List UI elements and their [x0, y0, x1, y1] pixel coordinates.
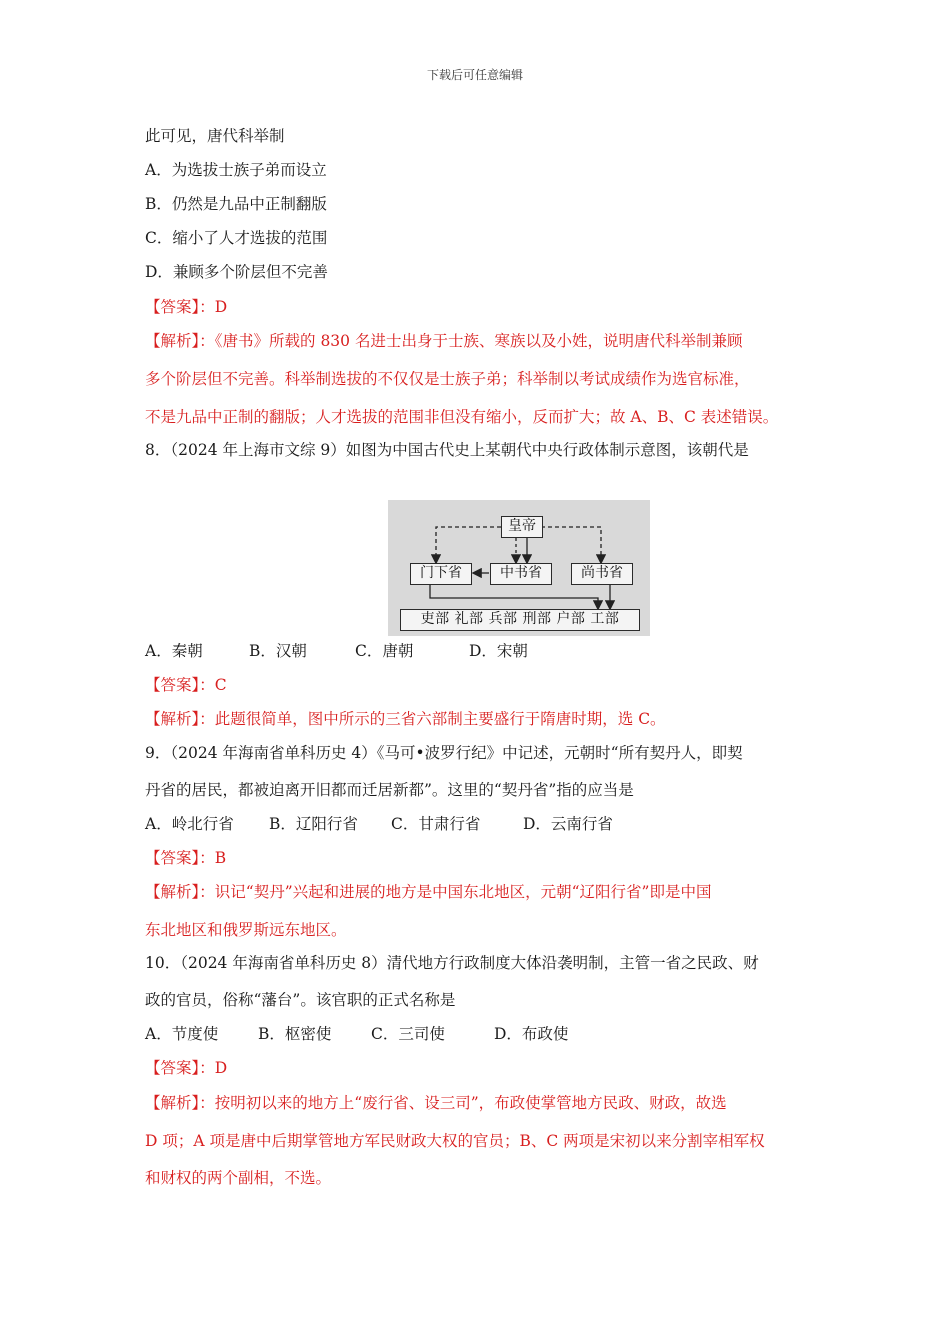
q8-stem: 8．（2024 年上海市文综 9）如图为中国古代史上某朝代中央行政体制示意图，该朝代是 [145, 441, 749, 459]
q10-answer [145, 1058, 227, 1078]
q9-stem-line-1: 9．（2024 年海南省单科历史 4）《马可•波罗行纪》中记述，元朝时“所有契丹人，即契 [145, 744, 743, 762]
q9-options [145, 814, 613, 834]
q8-answer [145, 675, 227, 695]
q7-analysis-line-3: 不是九品中正制的翻版；人才选拔的范围非但没有缩小，反而扩大；故 A、B、C 表述错误。 [145, 408, 779, 426]
q9-answer [145, 848, 226, 868]
answer-label: 【答案】： [145, 298, 215, 316]
q8-option-b: B．汉朝 [249, 642, 307, 660]
q9-analysis-line-1: 【解析】：识记“契丹”兴起和进展的地方是中国东北地区，元朝“辽阳行省”即是中国 [145, 883, 712, 901]
q9-option-d: D．云南行省 [523, 815, 613, 833]
zhongshu-box: 中书省 [490, 563, 552, 585]
q9-option-a: A．岭北行省 [145, 815, 234, 833]
q8-option-c: C．唐朝 [355, 642, 414, 660]
q10-stem-line-2: 政的官员，俗称“藩台”。该官职的正式名称是 [145, 991, 456, 1009]
q7-answer [145, 297, 227, 317]
q10-options [145, 1024, 568, 1044]
q7-option-d: D．兼顾多个阶层但不完善 [145, 263, 328, 281]
q8-option-d: D．宋朝 [469, 642, 528, 660]
q7-option-c: C．缩小了人才选拔的范围 [145, 229, 328, 247]
analysis-label: 【解析】： [145, 332, 215, 350]
q8-options [145, 641, 528, 661]
q8-analysis-line-1: 【解析】：此题很简单，图中所示的三省六部制主要盛行于隋唐时期，选 C。 [145, 710, 666, 728]
ministries-box: 吏部 礼部 兵部 刑部 户部 工部 [400, 609, 640, 631]
analysis-label: 【解析】： [145, 1094, 215, 1112]
q7-option-b: B．仍然是九品中正制翻版 [145, 195, 327, 213]
q10-option-b: B．枢密使 [258, 1025, 332, 1043]
q10-option-d: D．布政使 [494, 1025, 569, 1043]
page-header: 下载后可任意编辑 [426, 68, 523, 82]
q7-analysis-line-2: 多个阶层但不完善。科举制选拔的不仅仅是士族子弟；科举制以考试成绩作为选官标准， [145, 370, 750, 388]
analysis-label: 【解析】： [145, 883, 215, 901]
shangshu-box: 尚书省 [571, 563, 633, 585]
menxia-box: 门下省 [410, 563, 472, 585]
answer-value: D [214, 298, 228, 316]
q10-option-c: C．三司使 [371, 1025, 445, 1043]
q8-option-a: A．秦朝 [145, 642, 203, 660]
emperor-box: 皇帝 [501, 516, 543, 538]
q10-stem-line-1: 10．（2024 年海南省单科历史 8）清代地方行政制度大体沿袭明制，主管一省之民政、财 [145, 954, 759, 972]
analysis-label: 【解析】： [145, 710, 215, 728]
q10-analysis-line-3: 和财权的两个副相，不选。 [145, 1169, 332, 1187]
answer-label: 【答案】： [145, 676, 215, 694]
q9-option-b: B．辽阳行省 [269, 815, 358, 833]
q10-analysis-line-1: 【解析】：按明初以来的地方上“废行省、设三司”，布政使掌管地方民政、财政，故选 [145, 1094, 727, 1112]
q9-stem-line-2: 丹省的居民，都被迫离开旧都而迁居新都”。这里的“契丹省”指的应当是 [145, 781, 634, 799]
q9-analysis-line-2: 东北地区和俄罗斯远东地区。 [145, 921, 347, 939]
q10-option-a: A．节度使 [145, 1025, 219, 1043]
q9-option-c: C．甘肃行省 [391, 815, 481, 833]
q7-stem-tail: 此可见，唐代科举制 [145, 127, 285, 145]
q7-analysis-line-1: 【解析】：《唐书》所载的 830 名进士出身于士族、寒族以及小姓，说明唐代科举制兼顾 [145, 332, 743, 350]
answer-value: D [214, 1059, 228, 1077]
administration-diagram [388, 500, 650, 636]
answer-label: 【答案】： [145, 849, 215, 867]
q7-option-a: A．为选拔士族子弟而设立 [145, 161, 327, 179]
answer-label: 【答案】： [145, 1059, 215, 1077]
answer-value: B [214, 849, 227, 867]
answer-value: C [214, 676, 227, 694]
q10-analysis-line-2: D 项；A 项是唐中后期掌管地方军民财政大权的官员；B、C 两项是宋初以来分割宰相军权 [145, 1132, 765, 1150]
